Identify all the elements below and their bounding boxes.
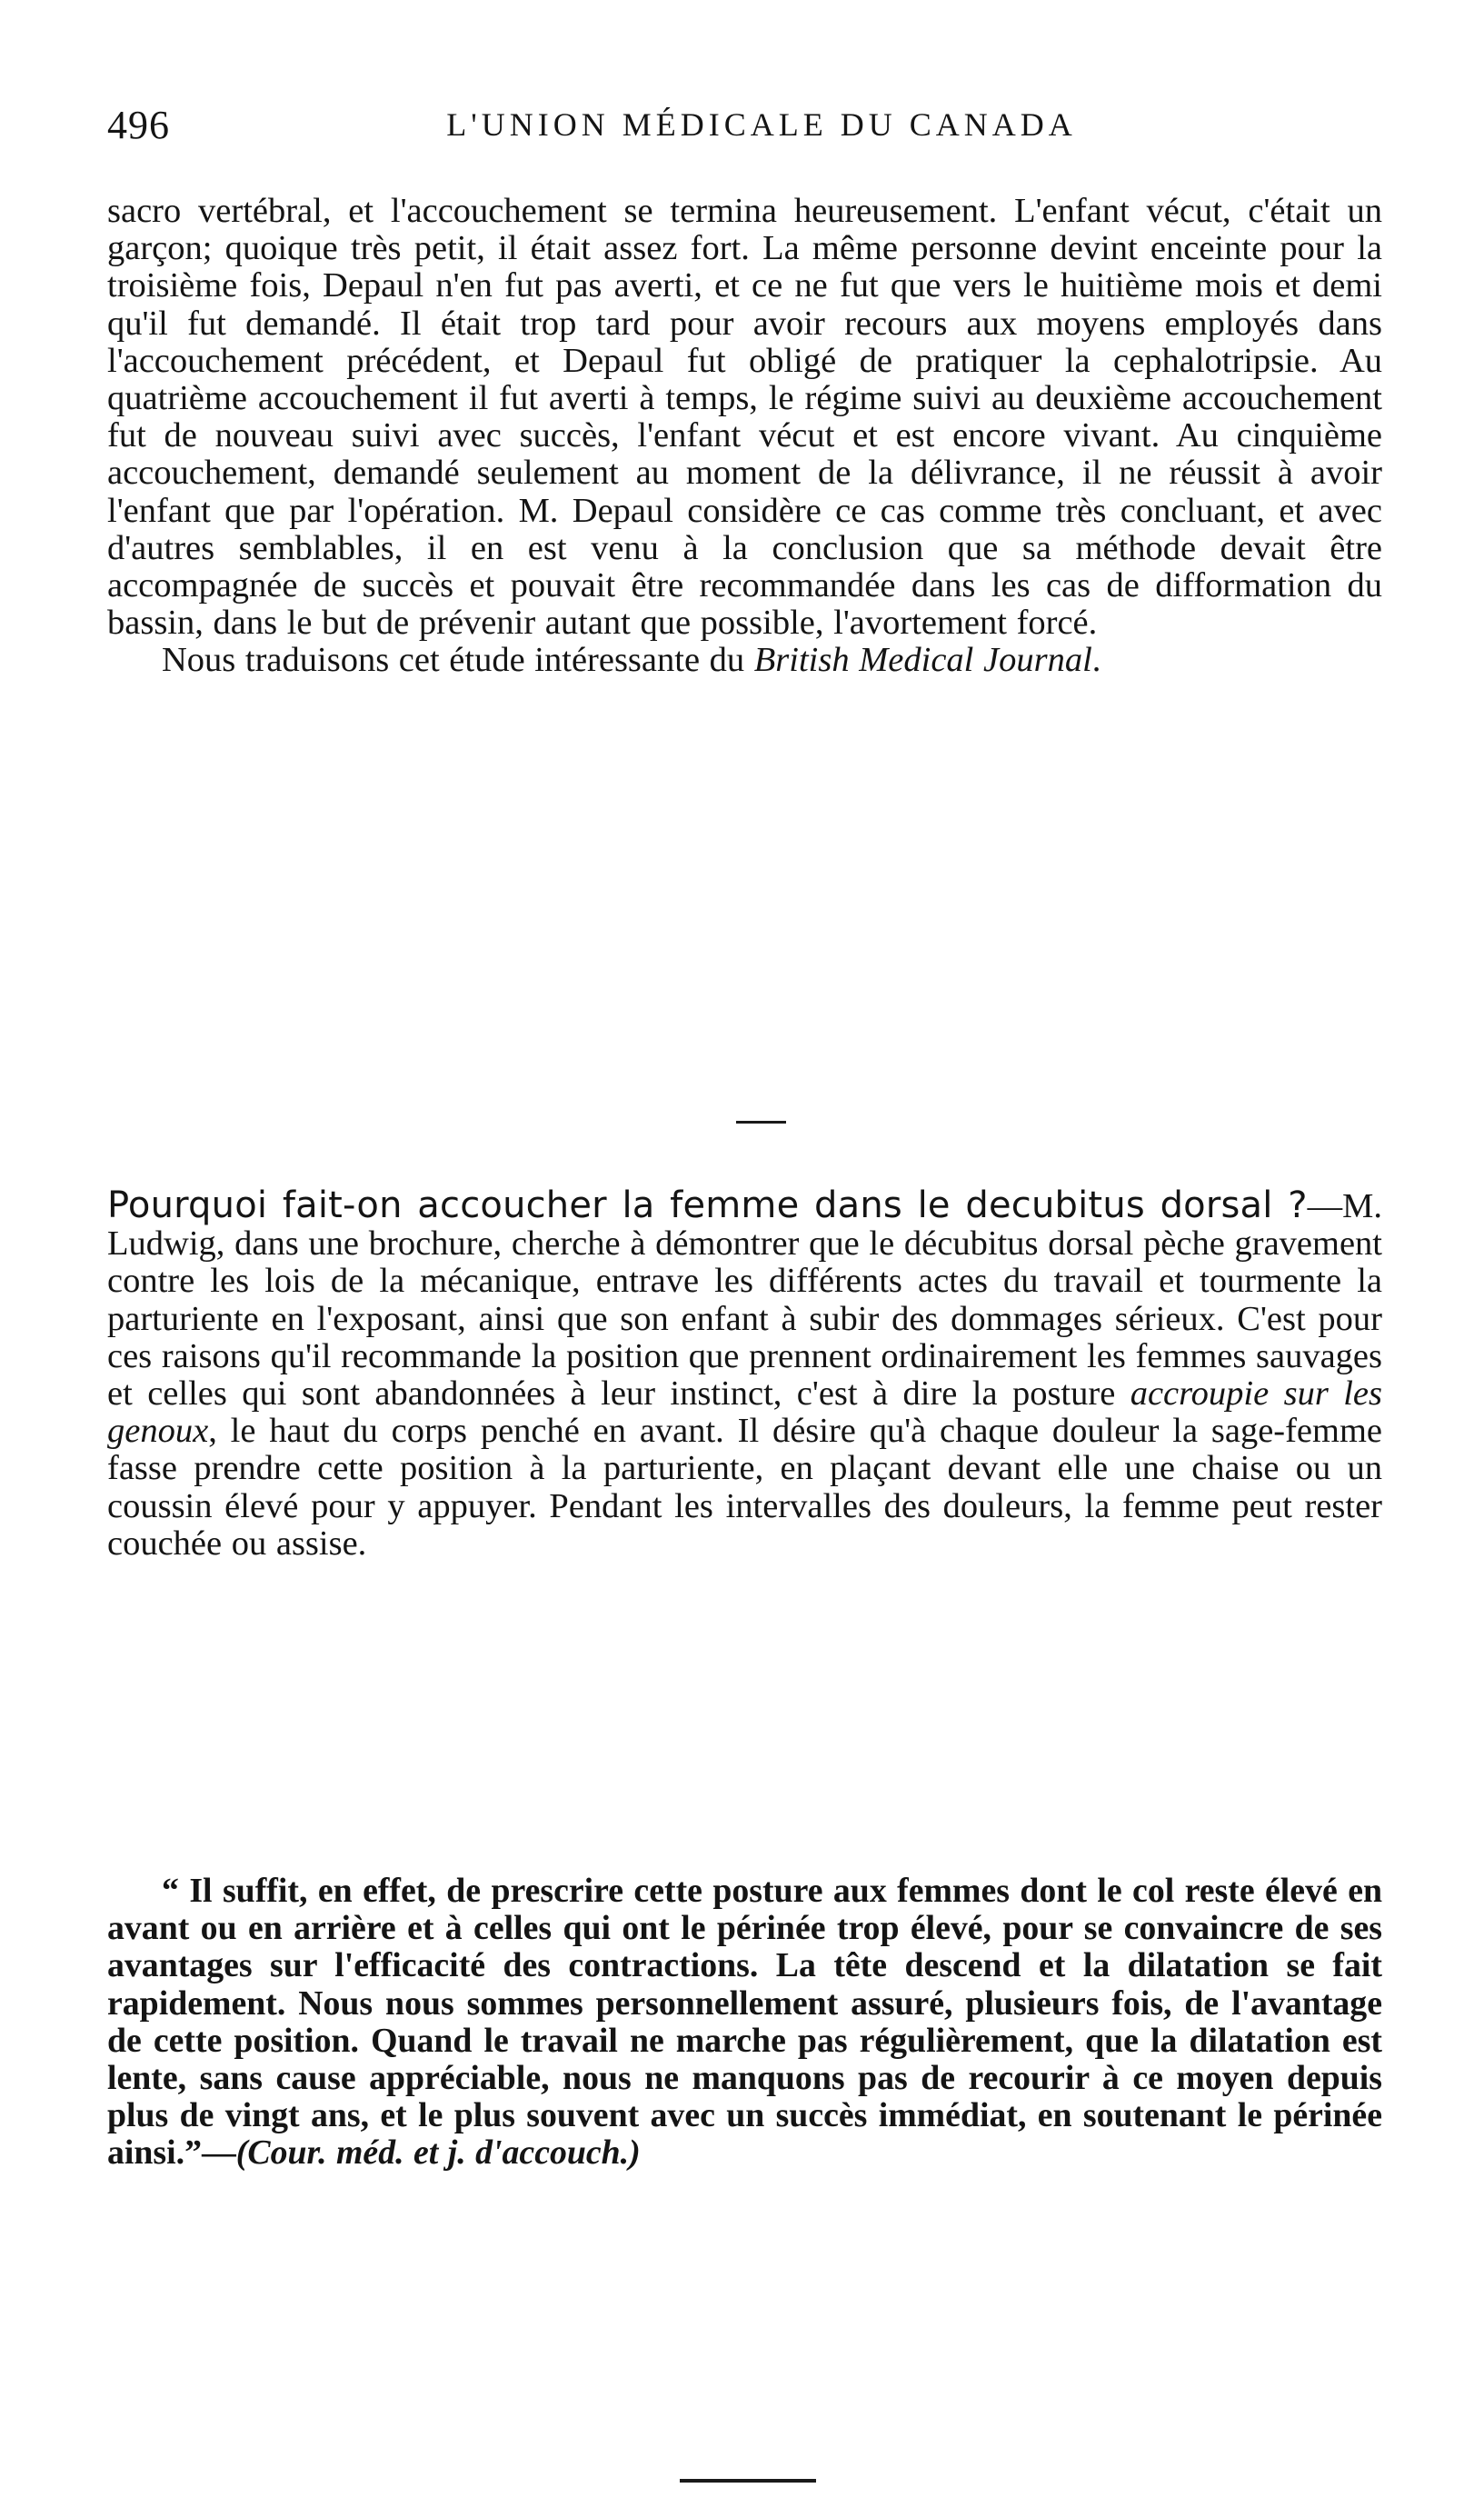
quotation-source: (Cour. méd. et j. d'accouch.) — [235, 2133, 641, 2173]
end-divider — [680, 2479, 816, 2483]
page-header — [107, 102, 1379, 156]
paragraph-translation-note — [107, 642, 1382, 679]
paragraph-text: sacro vertébral, et l'accouchement se termina heureusement. L'enfant vécut, c'était un garçon; quoique très petit, il était assez fort. La même personne devint enceinte pour la troisième fois, Depaul n'en fut pas averti, et ce ne fut que vers le huitième mois et demi qu'il fut demandé. Il était trop tard pour avoir recours aux moyens employés dans l'accouchement précédent, et Depaul fut obligé de pratiquer la cephalotripsie. Au quatrième accouchement il fut averti à temps, le régime suivi au deuxième accouchement fut de nouveau suivi avec succès, l'enfant vécut et est encore vivant. Au cinquième accouchement, demandé seulement au moment de la délivrance, il ne réussit à avoir l'enfant que par l'opération. M. Depaul considère ce cas comme très concluant, et avec d'autres semblables, il en est venu à la conclusion que sa méthode devait être accompagnée de succès et pouvait être recommandée dans les cas de difformation du bassin, dans le but de prévenir autant que possible, l'avortement forcé. — [107, 192, 1382, 643]
paragraph-depaul-cases — [107, 193, 1382, 642]
continued-article — [107, 193, 1382, 680]
quotation-block — [107, 1873, 1382, 2173]
quotation-paragraph — [107, 1873, 1382, 2173]
journal-name: British Medical Journal — [753, 641, 1092, 680]
article-text: —M. Ludwig, dans une brochure, cherche à démontrer que le décubitus dorsal pèche gravement contre les lois de la mécanique, entrave les différents actes du travail et tourmente la parturiente en l'exposant, ainsi que son enfant à subir des dommages sérieux. C'est pour ces raisons qu'il recommande la position que prennent ordinairement les femmes sauvages et celles qui sont abandonnées à leur instinct, c'est à dire la posture — [107, 1187, 1382, 1414]
section-divider — [736, 1121, 786, 1124]
page-number: 496 — [107, 103, 170, 147]
article-text: , le haut du corps penché en avant. Il désire qu'à chaque douleur la sage-femme fasse prendre cette position à la parturiente, en plaçant devant elle une chaise ou un coussin élevé pour y appuyer. Pendant les intervalles des douleurs, la femme peut rester couchée ou assise. — [107, 1412, 1382, 1563]
article-decubitus — [107, 1184, 1382, 1563]
running-title: L'UNION MÉDICALE DU CANADA — [446, 106, 1077, 143]
posture-term: accroupie sur les genoux — [107, 1374, 1382, 1451]
paragraph-text: Nous traduisons cet étude intéressante du — [162, 641, 754, 680]
quotation-text: “ Il suffit, en effet, de prescrire cette posture aux femmes dont le col reste élevé en avant ou en arrière et à celles qui ont le périnée trop élevé, pour se convaincre de ses avantages sur l'efficacité des contractions. La tête descend et la dilatation se fait rapidement. Nous nous sommes personnellement assuré, plusieurs fois, de l'avantage de cette position. Quand le travail ne marche pas régulièrement, que la dilatation est lente, sans cause appréciable, nous ne manquons pas de recourir à ce moyen depuis plus de vingt ans, et le plus souvent avec un succès immédiat, en soutenant le périnée ainsi.”— — [107, 1872, 1382, 2173]
paragraph-text: . — [1091, 641, 1101, 680]
article-paragraph — [107, 1184, 1382, 1563]
article-title: Pourquoi fait-on accoucher la femme dans le decubitus dorsal ? — [107, 1184, 1308, 1226]
